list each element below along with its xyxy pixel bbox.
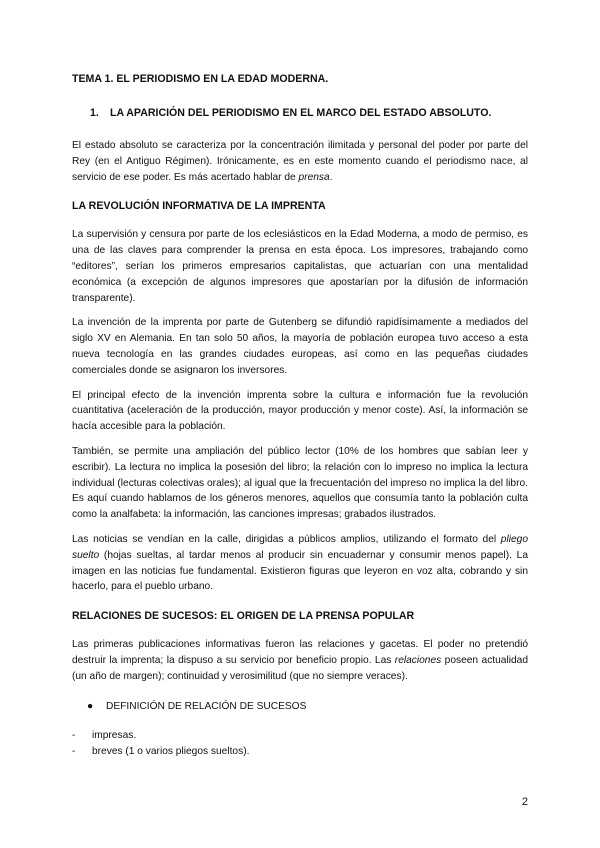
section-number: 1.: [90, 107, 99, 119]
page-content: [72, 72, 528, 760]
list-item-text: breves (1 o varios pliegos sueltos).: [92, 746, 250, 758]
paragraph-gutenberg: La invención de la imprenta por parte de Gutenberg se difundió rapidísimamente a mediados del siglo XV en Alemania. En tan solo 50 años, la mayoría de población europea tuvo acceso a esta nueva tecnología en las grandes ciudades europeas, así como en las pequeñas ciudades comerciales donde se asignaron los inversores.: [72, 317, 528, 376]
list-item-text: impresas.: [92, 730, 137, 742]
list-item: [72, 728, 528, 744]
emphasis-relaciones: relaciones: [394, 654, 442, 666]
heading-revolucion-informativa: LA REVOLUCIÓN INFORMATIVA DE LA IMPRENTA: [72, 200, 326, 213]
dash-marker: -: [72, 746, 76, 758]
bullet-icon: ●: [87, 700, 94, 712]
paragraph-noticias-calle: Las noticias se vendían en la calle, dirigidas a públicos amplios, utilizando el formato del pliego suelto (hojas sueltas, al tardar menos al producir sin encuadernar y consumir menos papel). La imagen en las noticias fue fundamental. Existieron figuras que leyeron en voz alta, cobrando y sin hacerlo, para el pueblo urbano.: [72, 533, 528, 593]
emphasis-pliego-suelto: pliego suelto: [72, 533, 528, 561]
paragraph-primeras-publicaciones: Las primeras publicaciones informativas fueron las relaciones y gacetas. El poder no pretendió destruir la imprenta; la dispuso a su servicio por beneficio propio. Las relaciones poseen actualidad (un año de margen); continuidad y verosimilitud (que no siempre veraces).: [72, 639, 528, 682]
paragraph-supervision: La supervisión y censura por parte de los eclesiásticos en la Edad Moderna, a modo de permiso, es una de las claves para comprender la prensa en esta época. Los impresores, trabajando como “editores”, serían los primeros empresarios capitalistas, que actuarían con una mentalidad económica (a excepción de algunos impresores que apostarían por la difusión de información transparente).: [72, 229, 528, 304]
emphasis-prensa: prensa: [298, 171, 330, 183]
page-number: 2: [521, 796, 528, 808]
section-heading-text: LA APARICIÓN DEL PERIODISMO EN EL MARCO DEL ESTADO ABSOLUTO.: [110, 107, 492, 119]
paragraph-publico-lector: También, se permite una ampliación del público lector (10% de los hombres que sabían leer y escribir). La lectura no implica la posesión del libro; la relación con lo impreso no implica la lectura individual (lecturas colectivas orales); al igual que la frecuentación del impreso no implica la del libro. Es aquí cuando hablamos de los géneros menores, aquellos que consumía tanto la población culta como la analfabeta: la información, las canciones impresas; grabados ilustrados.: [72, 445, 528, 521]
bullet-item: [72, 699, 528, 715]
paragraph-efecto-imprenta: El principal efecto de la invención imprenta sobre la cultura e información fue la revolución cuantitativa (aceleración de la producción, mayor producción y menor coste). Así, la información se hacía accesible para la población.: [72, 389, 528, 433]
heading-relaciones-sucesos: RELACIONES DE SUCESOS: EL ORIGEN DE LA PRENSA POPULAR: [72, 610, 415, 623]
section-heading-1: [72, 106, 528, 120]
bullet-text: DEFINICIÓN DE RELACIÓN DE SUCESOS: [106, 700, 307, 712]
document-title: TEMA 1. EL PERIODISMO EN LA EDAD MODERNA.: [72, 73, 329, 85]
paragraph-estado-absoluto: El estado absoluto se caracteriza por la concentración ilimitada y personal del poder por parte del Rey (en el Antiguo Régimen). Irónicamente, es en este momento cuando el periodismo nace, al servicio de ese poder. Es más acertado hablar de prensa.: [72, 140, 528, 183]
list-item: [72, 744, 528, 760]
dash-marker: -: [72, 730, 76, 742]
